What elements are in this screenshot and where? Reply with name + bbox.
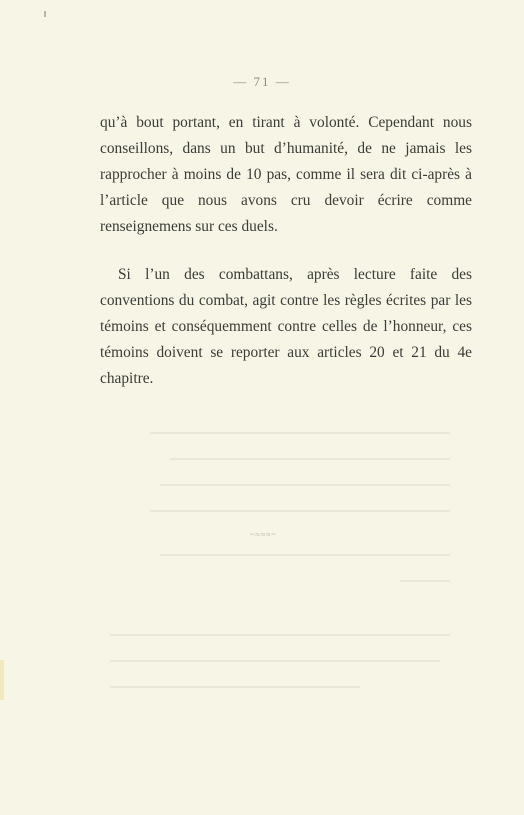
paragraph-2: Si l’un des combattans, après lecture faite des conventions du combat, agit contre les règles écrites par les témoins et conséquemment contre celles de l’honneur, ces témoins doivent se reporter aux articles 20 et 21 du 4e chapitre. bbox=[100, 266, 472, 387]
show-through-line bbox=[150, 432, 450, 434]
show-through-line bbox=[400, 580, 450, 582]
paragraph-1: qu’à bout portant, en tirant à volonté. Cependant nous conseillons, dans un but d’humanité, de ne jamais les rapprocher à moins de 10 pas, comme il sera dit ci-après à l’article que nous avons cru devoir écrire comme renseignemens sur ces duels. bbox=[100, 114, 472, 235]
margin-mark bbox=[44, 11, 46, 17]
show-through-line bbox=[110, 660, 440, 662]
show-through-line bbox=[150, 510, 450, 512]
show-through-line bbox=[160, 554, 450, 556]
edge-stain bbox=[0, 660, 4, 700]
show-through-line bbox=[110, 686, 360, 688]
page-number: — 71 — bbox=[233, 74, 291, 89]
show-through-line bbox=[160, 484, 450, 486]
show-through-line bbox=[170, 458, 450, 460]
ornament-divider: ~≈≈≈~ bbox=[250, 530, 277, 539]
show-through-line bbox=[110, 634, 450, 636]
